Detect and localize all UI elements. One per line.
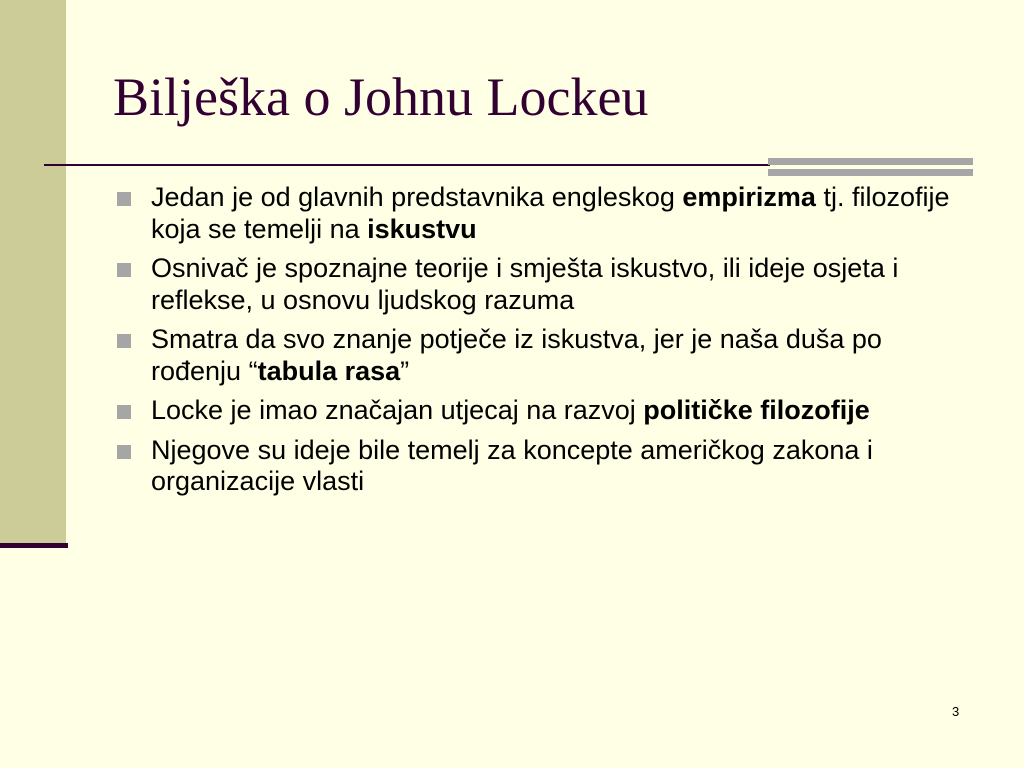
- bullet-text-run: Locke je imao značajan utjecaj na razvoj: [151, 395, 644, 425]
- square-bullet-icon: [117, 334, 131, 348]
- bullet-item: [113, 182, 963, 245]
- square-bullet-icon: [117, 263, 131, 277]
- bullet-text-bold: političke filozofije: [643, 395, 870, 425]
- square-bullet-icon: [117, 445, 131, 459]
- bullet-text-run: Njegove su ideje bile temelj za koncepte američkog zakona i organizacije vlasti: [151, 434, 873, 496]
- bullet-text-run: tj. filozofije koja se temelji na: [151, 182, 950, 244]
- bullet-text-run: Smatra da svo znanje potječe iz iskustva, jer je naša duša po rođenju “: [151, 324, 882, 386]
- bullet-text-bold: iskustvu: [367, 213, 477, 244]
- slide-title: Bilješka o Johnu Lockeu: [113, 67, 649, 127]
- left-accent-line: [0, 543, 68, 548]
- bullet-item: [113, 435, 963, 498]
- bullet-item: [113, 395, 963, 427]
- bullet-text-run: Osnivač je spoznajne teorije i smješta iskustvo, ili ideje osjeta i reflekse, u osnovu ljudskog razuma: [151, 253, 899, 315]
- bullet-text-bold: tabula rasa: [257, 355, 401, 386]
- slide-number: 3: [952, 704, 960, 719]
- decorative-grey-bar-bottom: [768, 169, 973, 176]
- title-underline: [44, 164, 770, 166]
- bullet-text-run: ”: [400, 355, 410, 386]
- bullet-list: [113, 182, 963, 506]
- left-decorative-band: [0, 0, 66, 545]
- square-bullet-icon: [117, 192, 131, 206]
- bullet-text-run: Jedan je od glavnih predstavnika engleskog: [151, 182, 683, 212]
- bullet-item: [113, 324, 963, 387]
- square-bullet-icon: [117, 405, 131, 419]
- bullet-item: [113, 253, 963, 316]
- bullet-text-bold: empirizma: [682, 182, 816, 212]
- decorative-grey-bar-top: [768, 158, 973, 165]
